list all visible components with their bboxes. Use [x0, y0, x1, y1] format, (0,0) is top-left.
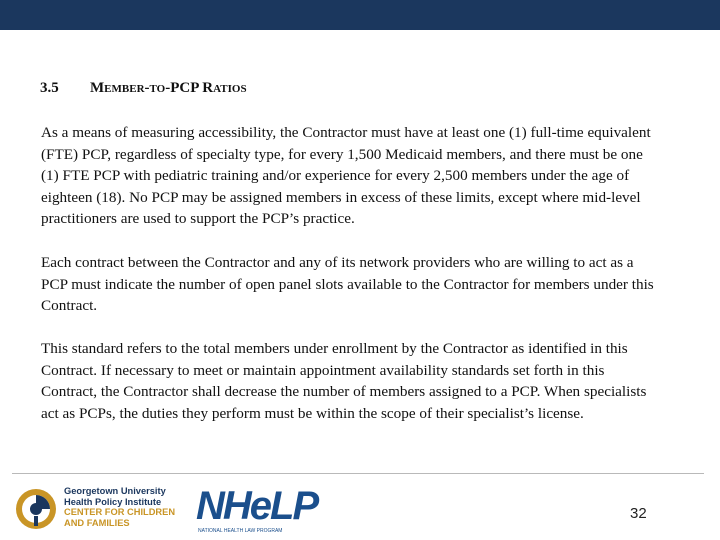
- georgetown-logo: [14, 486, 174, 532]
- section-title: MEMBER-TO-PCP RATIOS: [90, 80, 247, 96]
- top-banner: [0, 0, 720, 30]
- footer-divider: [12, 473, 704, 474]
- section-number: 3.5: [40, 80, 59, 96]
- paragraph-open-panel-slots: Each contract between the Contractor and any of its network providers who are willing to act as a PCP must indicate the number of open panel slots available to the Contractor for members under this Contract.: [41, 254, 654, 314]
- georgetown-emblem-icon: [14, 486, 60, 532]
- paragraph-ratio-requirements: As a means of measuring accessibility, the Contractor must have at least one (1) full-time equivalent (FTE) PCP, regardless of specialty type, for every 1,500 Medicaid members, and there must be one (1) FTE PCP with pediatric training and/or experience for every 2,500 members under the age of eighteen (18). No PCP may be assigned members in excess of these limits, except where mid-level practitioners are used to support the PCP’s practice.: [41, 124, 651, 227]
- nhelp-tagline: NATIONAL HEALTH LAW PROGRAM: [198, 528, 283, 534]
- paragraph-enrollment-standard: This standard refers to the total members under enrollment by the Contractor as identified in this Contract. If necessary to meet or maintain appointment availability standards set forth in this Contract, the Contractor shall decrease the number of members assigned to a PCP. When specialists act as PCPs, the duties they perform must be within the scope of their specialist’s license.: [41, 340, 647, 422]
- page-number: 32: [630, 505, 647, 522]
- section-heading: [40, 80, 247, 97]
- georgetown-logo-text: Georgetown University Health Policy Institute CENTER FOR CHILDREN AND FAMILIES: [64, 486, 176, 528]
- nhelp-wordmark: NHeLP: [196, 484, 318, 528]
- nhelp-logo: [196, 484, 326, 536]
